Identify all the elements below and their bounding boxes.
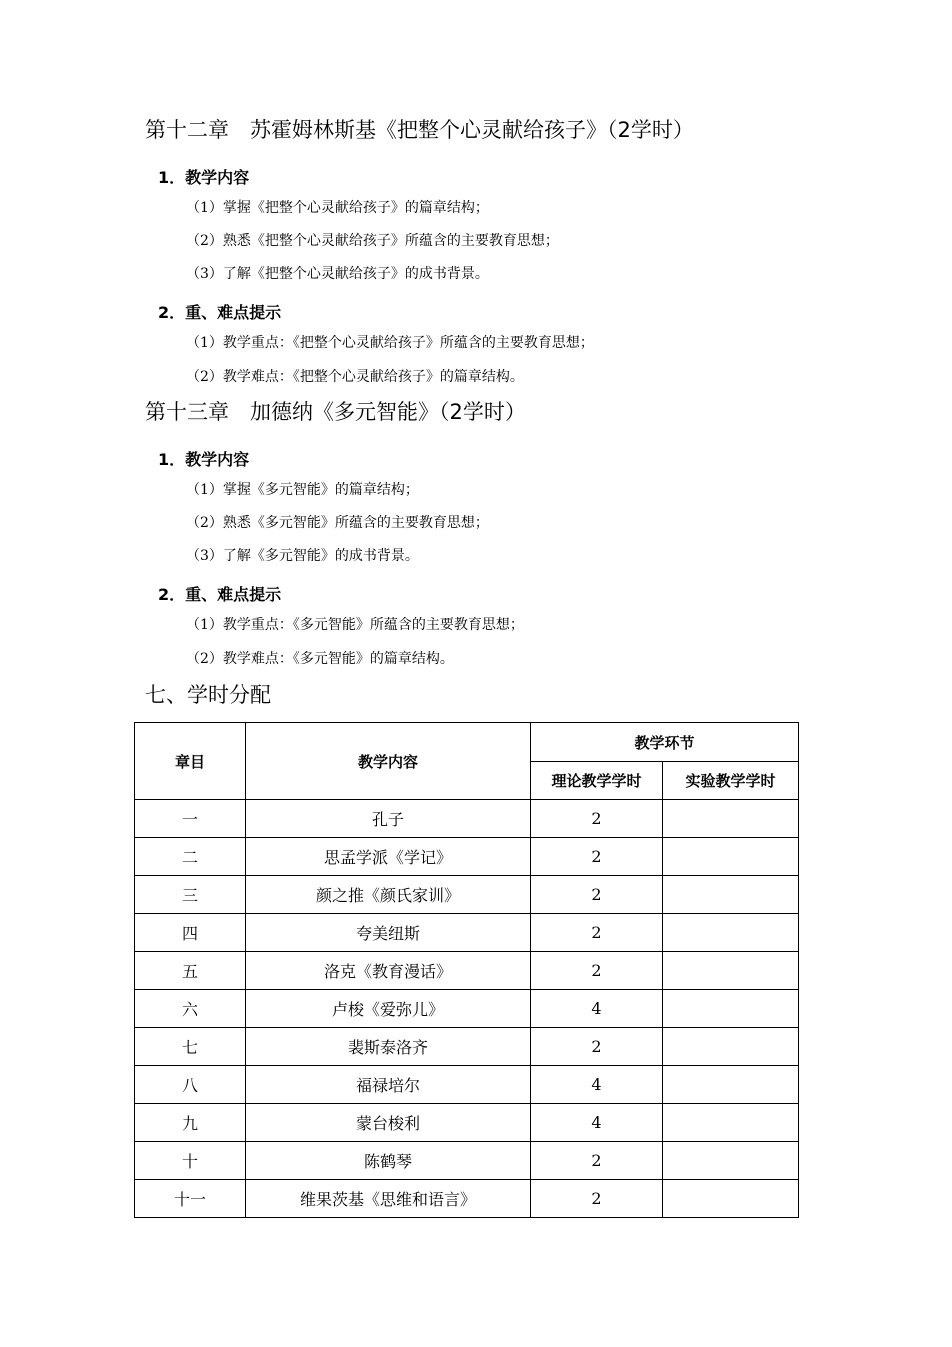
chapter13-content-heading: 1．教学内容 (158, 450, 250, 469)
table-row (135, 800, 799, 838)
chapter13-key-heading: 2．重、难点提示 (158, 585, 282, 604)
cell-chapter: 六 (135, 990, 246, 1028)
table-row (135, 1066, 799, 1104)
cell-theory-hours: 2 (531, 952, 663, 990)
cell-chapter: 三 (135, 876, 246, 914)
cell-theory-hours: 4 (531, 990, 663, 1028)
cell-lab-hours (663, 1028, 799, 1066)
table-row (135, 1180, 799, 1218)
cell-lab-hours (663, 1142, 799, 1180)
chapter12-content-item: （1）掌握《把整个心灵献给孩子》的篇章结构； (186, 200, 489, 216)
cell-chapter: 七 (135, 1028, 246, 1066)
cell-theory-hours: 2 (531, 800, 663, 838)
header-lab-hours: 实验教学学时 (663, 762, 799, 800)
header-chapter: 章目 (135, 723, 246, 800)
cell-content: 裴斯泰洛齐 (246, 1028, 531, 1066)
table-row (135, 914, 799, 952)
cell-theory-hours: 2 (531, 914, 663, 952)
cell-content: 洛克《教育漫话》 (246, 952, 531, 990)
cell-lab-hours (663, 1066, 799, 1104)
cell-theory-hours: 4 (531, 1066, 663, 1104)
hours-allocation-table (134, 722, 799, 1218)
cell-theory-hours: 2 (531, 1142, 663, 1180)
chapter13-title: 第十三章 加德纳《多元智能》（2学时） (145, 400, 526, 424)
chapter12-content-item: （2）熟悉《把整个心灵献给孩子》所蕴含的主要教育思想； (186, 233, 559, 249)
cell-lab-hours (663, 914, 799, 952)
header-stage: 教学环节 (531, 723, 799, 762)
table-row (135, 952, 799, 990)
cell-content: 夸美纽斯 (246, 914, 531, 952)
chapter13-content-item: （2）熟悉《多元智能》所蕴含的主要教育思想； (186, 515, 489, 531)
chapter13-key-item: （2）教学难点：《多元智能》的篇章结构。 (186, 651, 454, 667)
header-content: 教学内容 (246, 723, 531, 800)
cell-content: 陈鹤琴 (246, 1142, 531, 1180)
cell-chapter: 四 (135, 914, 246, 952)
cell-lab-hours (663, 876, 799, 914)
section7-title: 七、学时分配 (145, 683, 271, 707)
cell-chapter: 九 (135, 1104, 246, 1142)
cell-content: 维果茨基《思维和语言》 (246, 1180, 531, 1218)
table-row (135, 1028, 799, 1066)
chapter12-key-heading: 2．重、难点提示 (158, 303, 282, 322)
table-row (135, 1142, 799, 1180)
cell-lab-hours (663, 800, 799, 838)
table-row (135, 838, 799, 876)
cell-chapter: 十 (135, 1142, 246, 1180)
cell-chapter: 一 (135, 800, 246, 838)
cell-content: 蒙台梭利 (246, 1104, 531, 1142)
table-row (135, 876, 799, 914)
cell-lab-hours (663, 990, 799, 1028)
cell-lab-hours (663, 1180, 799, 1218)
chapter13-content-item: （1）掌握《多元智能》的篇章结构； (186, 482, 419, 498)
chapter13-key-item: （1）教学重点：《多元智能》所蕴含的主要教育思想； (186, 617, 524, 633)
chapter12-key-item: （1）教学重点：《把整个心灵献给孩子》所蕴含的主要教育思想； (186, 335, 594, 351)
chapter12-key-item: （2）教学难点：《把整个心灵献给孩子》的篇章结构。 (186, 369, 524, 385)
table-row (135, 1104, 799, 1142)
cell-theory-hours: 2 (531, 1180, 663, 1218)
cell-theory-hours: 2 (531, 1028, 663, 1066)
cell-chapter: 十一 (135, 1180, 246, 1218)
table-row (135, 990, 799, 1028)
cell-content: 颜之推《颜氏家训》 (246, 876, 531, 914)
chapter12-content-heading: 1．教学内容 (158, 168, 250, 187)
chapter12-title: 第十二章 苏霍姆林斯基《把整个心灵献给孩子》（2学时） (145, 118, 694, 142)
cell-content: 孔子 (246, 800, 531, 838)
header-theory-hours: 理论教学学时 (531, 762, 663, 800)
cell-content: 思孟学派《学记》 (246, 838, 531, 876)
cell-chapter: 五 (135, 952, 246, 990)
cell-lab-hours (663, 1104, 799, 1142)
cell-content: 福禄培尔 (246, 1066, 531, 1104)
cell-lab-hours (663, 952, 799, 990)
cell-theory-hours: 2 (531, 838, 663, 876)
chapter12-content-item: （3）了解《把整个心灵献给孩子》的成书背景。 (186, 266, 489, 282)
cell-theory-hours: 2 (531, 876, 663, 914)
cell-chapter: 二 (135, 838, 246, 876)
chapter13-content-item: （3）了解《多元智能》的成书背景。 (186, 548, 419, 564)
cell-chapter: 八 (135, 1066, 246, 1104)
cell-theory-hours: 4 (531, 1104, 663, 1142)
cell-content: 卢梭《爱弥儿》 (246, 990, 531, 1028)
cell-lab-hours (663, 838, 799, 876)
table-header-row (135, 723, 799, 762)
